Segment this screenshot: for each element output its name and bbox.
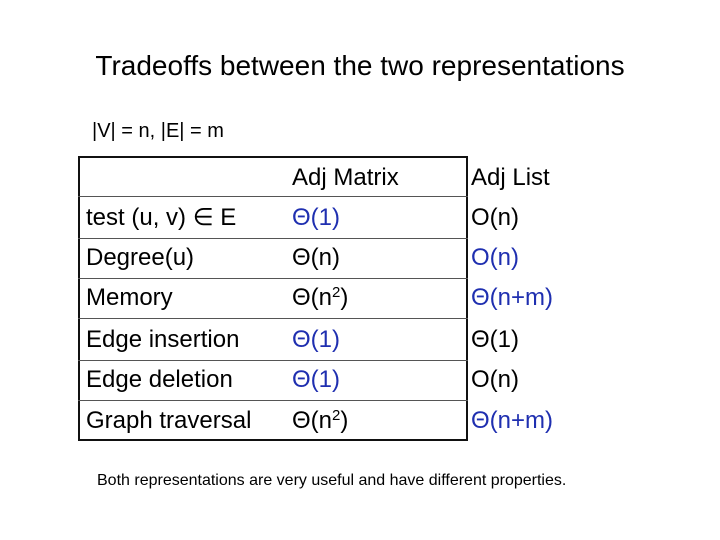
header-adj-matrix: Adj Matrix: [292, 164, 399, 191]
operation-label: Graph traversal: [86, 407, 252, 434]
adj-matrix-cost: Θ(1): [292, 326, 340, 353]
operation-label: Edge deletion: [86, 366, 233, 393]
operation-label: Edge insertion: [86, 326, 240, 353]
operation-label: test (u, v) ∈ E: [86, 204, 237, 231]
table-right-border: [466, 156, 468, 441]
graph-notation: |V| = n, |E| = m: [92, 120, 224, 142]
adj-list-cost: O(n): [471, 204, 519, 231]
adj-matrix-cost: $\Theta(n^2)$: [292, 284, 349, 311]
adj-matrix-cost: Θ(1): [292, 204, 340, 231]
row-divider: [78, 318, 468, 319]
adj-list-cost: O(n): [471, 366, 519, 393]
header-adj-list: Adj List: [471, 164, 550, 191]
footer-note: Both representations are very useful and have different properties.: [97, 472, 567, 489]
adj-list-cost: Θ(1): [471, 326, 519, 353]
adj-matrix-cost: Θ(1): [292, 366, 340, 393]
adj-list-cost: Θ(n+m): [471, 284, 554, 311]
header-divider: [78, 196, 468, 197]
adj-list-cost: O(n): [471, 244, 519, 271]
operation-label: Degree(u): [86, 244, 195, 271]
adj-matrix-cost: $\Theta(n^2)$: [292, 407, 349, 434]
operation-label: Memory: [86, 284, 173, 311]
slide-title: Tradeoffs between the two representations: [95, 50, 625, 81]
adj-matrix-cost: Θ(n): [292, 244, 340, 271]
adj-list-cost: Θ(n+m): [471, 407, 554, 434]
